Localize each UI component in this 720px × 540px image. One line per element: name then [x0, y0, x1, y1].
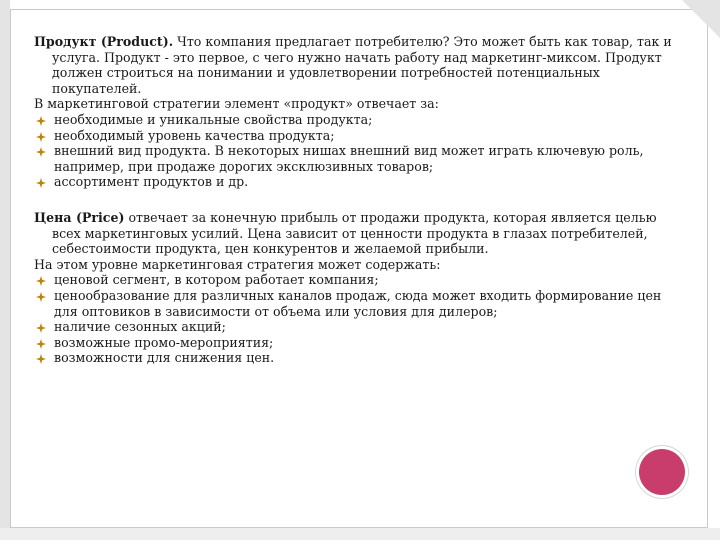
list-item [34, 174, 674, 190]
list-item-text: ценовой сегмент, в котором работает компания; [54, 272, 379, 288]
price-paragraph [34, 210, 674, 257]
list-item [34, 288, 674, 319]
bullet-icon [36, 276, 46, 286]
list-item [34, 143, 674, 174]
slide-bottom-edge [0, 528, 720, 540]
price-intro: На этом уровне маркетинговая стратегия может содержать: [34, 256, 441, 272]
price-term: Цена (Price) [34, 209, 125, 225]
price-definition: отвечает за конечную прибыль от продажи продукта, которая является целью всех маркетинговых усилий. Цена зависит от ценности продукта в глазах потребителей, себестоимости продукта, цен конкурентов и желаемой прибыли. [52, 209, 657, 257]
bullet-icon [36, 132, 46, 142]
list-item-text: необходимые и уникальные свойства продукта; [54, 111, 373, 127]
accent-circle [639, 449, 685, 495]
list-item-text: наличие сезонных акций; [54, 319, 226, 335]
list-item-text: ценообразование для различных каналов продаж, сюда может входить формирование цен для оптовиков в зависимости от объема или условия для дилеров; [54, 287, 662, 319]
list-item [34, 128, 674, 144]
list-item-text: возможности для снижения цен. [54, 350, 275, 366]
list-item-text: возможные промо-мероприятия; [54, 334, 274, 350]
list-item [34, 350, 674, 366]
slide-left-edge [0, 0, 10, 540]
slide-content [34, 34, 674, 366]
product-list [34, 112, 674, 190]
list-item-text: ассортимент продуктов и др. [54, 174, 249, 190]
bullet-icon [36, 339, 46, 349]
product-definition: Что компания предлагает потребителю? Это может быть как товар, так и услуга. Продукт - это первое, с чего нужно начать работу над маркетинг-миксом. Продукт должен строиться на понимании и удовлетворении потребностей потенциальных покупателей. [52, 34, 672, 96]
price-list [34, 272, 674, 366]
bullet-icon [36, 323, 46, 333]
list-item [34, 272, 674, 288]
bullet-icon [36, 116, 46, 126]
list-item-text: внешний вид продукта. В некоторых нишах внешний вид может играть ключевую роль, например, при продаже дорогих эксклюзивных товаров; [54, 143, 644, 174]
product-term: Продукт (Product). [34, 34, 174, 49]
list-item [34, 112, 674, 128]
list-item [34, 335, 674, 351]
bullet-icon [36, 292, 46, 302]
list-item-text: необходимый уровень качества продукта; [54, 127, 335, 143]
bullet-icon [36, 354, 46, 364]
page-corner-fold [682, 0, 720, 38]
bullet-icon [36, 178, 46, 188]
list-item [34, 319, 674, 335]
bullet-icon [36, 147, 46, 157]
product-paragraph [34, 34, 674, 96]
product-intro: В маркетинговой стратегии элемент «продукт» отвечает за: [34, 96, 439, 112]
